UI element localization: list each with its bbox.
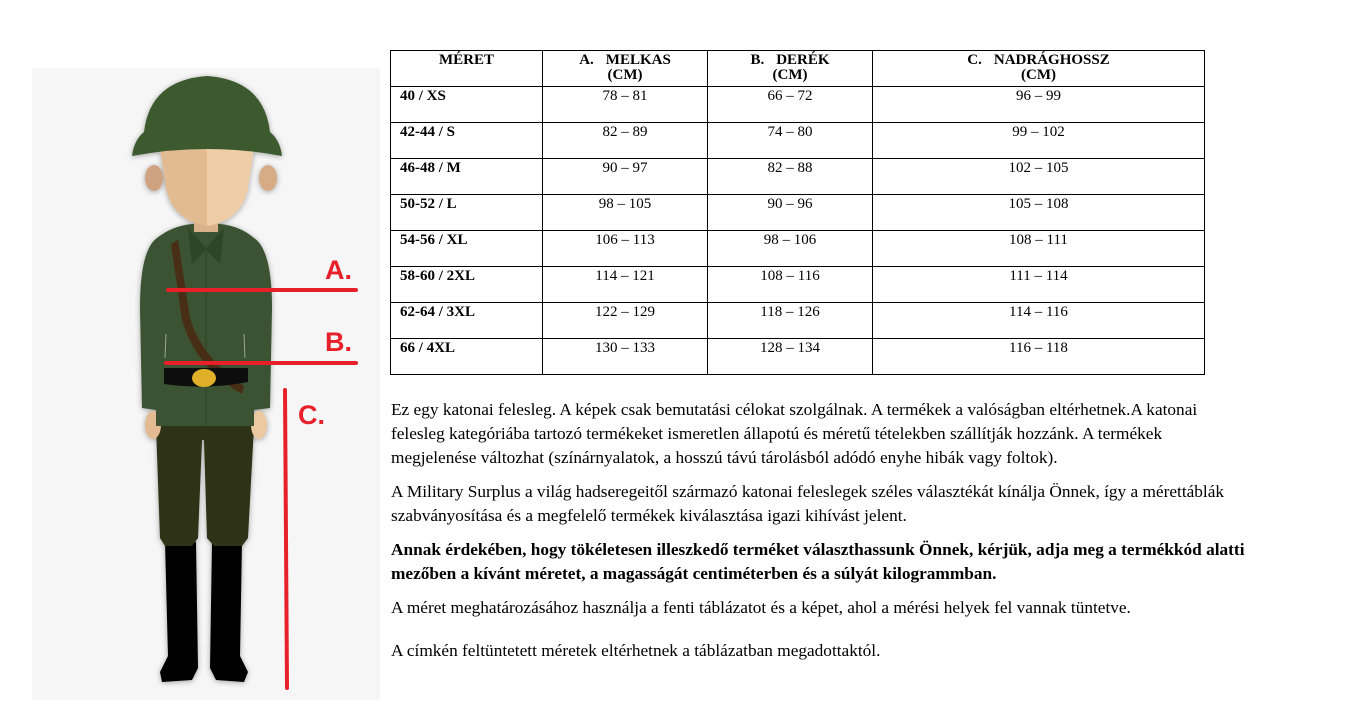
header-size: MÉRET bbox=[391, 51, 543, 87]
table-row bbox=[391, 159, 1205, 195]
size-cell: 46-48 / M bbox=[391, 159, 543, 195]
trouser-length-cell: 111 – 114 bbox=[873, 267, 1205, 303]
table-row bbox=[391, 123, 1205, 159]
chest-cell: 114 – 121 bbox=[543, 267, 708, 303]
header-chest: A. MELKAS (CM) bbox=[543, 51, 708, 87]
waist-cell: 90 – 96 bbox=[708, 195, 873, 231]
left-boot bbox=[160, 542, 198, 682]
paragraph-label-note: A címkén feltüntetett méretek eltérhetnek a táblázatban megadottaktól. bbox=[391, 641, 881, 660]
table-row bbox=[391, 195, 1205, 231]
chest-cell: 122 – 129 bbox=[543, 303, 708, 339]
size-cell: 40 / XS bbox=[391, 87, 543, 123]
header-waist: B. DERÉK (CM) bbox=[708, 51, 873, 87]
chest-cell: 106 – 113 bbox=[543, 231, 708, 267]
right-ear bbox=[259, 165, 277, 191]
chest-cell: 98 – 105 bbox=[543, 195, 708, 231]
trouser-length-cell: 102 – 105 bbox=[873, 159, 1205, 195]
trouser-length-cell: 96 – 99 bbox=[873, 87, 1205, 123]
size-cell: 66 / 4XL bbox=[391, 339, 543, 375]
size-cell: 54-56 / XL bbox=[391, 231, 543, 267]
waist-cell: 74 – 80 bbox=[708, 123, 873, 159]
size-cell: 50-52 / L bbox=[391, 195, 543, 231]
size-cell: 62-64 / 3XL bbox=[391, 303, 543, 339]
svg-text:B.: B. bbox=[325, 327, 352, 357]
waist-cell: 128 – 134 bbox=[708, 339, 873, 375]
size-guide-illustration bbox=[32, 68, 380, 700]
face-left bbox=[160, 148, 207, 226]
right-boot bbox=[210, 542, 248, 682]
svg-text:C.: C. bbox=[298, 400, 325, 430]
chest-cell: 90 – 97 bbox=[543, 159, 708, 195]
paragraph-military-surplus: A Military Surplus a világ hadseregeitől származó katonai feleslegek széles választékát kínálja Önnek, így a mérettáblák szabványosítása és a megfelelő termékek kiválasztása igazi kihívást jelent. bbox=[391, 482, 1225, 525]
soldier-figure bbox=[32, 68, 380, 700]
helmet bbox=[132, 76, 282, 156]
description-text bbox=[391, 398, 1251, 673]
table-row bbox=[391, 267, 1205, 303]
trousers bbox=[156, 426, 254, 546]
table-header-row bbox=[391, 51, 1205, 87]
waist-cell: 98 – 106 bbox=[708, 231, 873, 267]
trouser-length-cell: 105 – 108 bbox=[873, 195, 1205, 231]
chest-cell: 130 – 133 bbox=[543, 339, 708, 375]
left-ear bbox=[145, 165, 163, 191]
trouser-length-cell: 108 – 111 bbox=[873, 231, 1205, 267]
table-row bbox=[391, 87, 1205, 123]
face-right bbox=[207, 148, 254, 226]
size-table bbox=[390, 50, 1205, 375]
header-trouser-length: C. NADRÁGHOSSZ (CM) bbox=[873, 51, 1205, 87]
svg-text:A.: A. bbox=[325, 255, 352, 285]
marker-c bbox=[285, 390, 325, 688]
size-cell: 58-60 / 2XL bbox=[391, 267, 543, 303]
waist-cell: 66 – 72 bbox=[708, 87, 873, 123]
table-row bbox=[391, 303, 1205, 339]
chest-cell: 82 – 89 bbox=[543, 123, 708, 159]
belt-buckle bbox=[192, 369, 216, 387]
size-cell: 42-44 / S bbox=[391, 123, 543, 159]
table-row bbox=[391, 231, 1205, 267]
trouser-length-cell: 99 – 102 bbox=[873, 123, 1205, 159]
paragraph-how-to-measure: A méret meghatározásához használja a fenti táblázatot és a képet, ahol a mérési helyek fel vannak tüntetve. bbox=[391, 598, 1131, 617]
chest-cell: 78 – 81 bbox=[543, 87, 708, 123]
waist-cell: 108 – 116 bbox=[708, 267, 873, 303]
paragraph-disclaimer: Ez egy katonai felesleg. A képek csak bemutatási célokat szolgálnak. A termékek a valóságban eltérhetnek.A katonai felesleg kategóriába tartozó termékeket ismeretlen állapotú és méretű tételekben szállítják hozzánk. A termékek megjelenése változhat (színárnyalatok, a hosszú távú tárolásból adódó enyhe hibák vagy foltok). bbox=[391, 400, 1198, 467]
paragraph-size-request: Annak érdekében, hogy tökéletesen illeszkedő terméket választhassunk Önnek, kérjük, adja meg a termékkód alatti mezőben a kívánt méretet, a magasságát centiméterben és a súlyát kilogrammban. bbox=[391, 540, 1245, 583]
trouser-length-cell: 114 – 116 bbox=[873, 303, 1205, 339]
table-row bbox=[391, 339, 1205, 375]
trouser-length-cell: 116 – 118 bbox=[873, 339, 1205, 375]
waist-cell: 118 – 126 bbox=[708, 303, 873, 339]
waist-cell: 82 – 88 bbox=[708, 159, 873, 195]
